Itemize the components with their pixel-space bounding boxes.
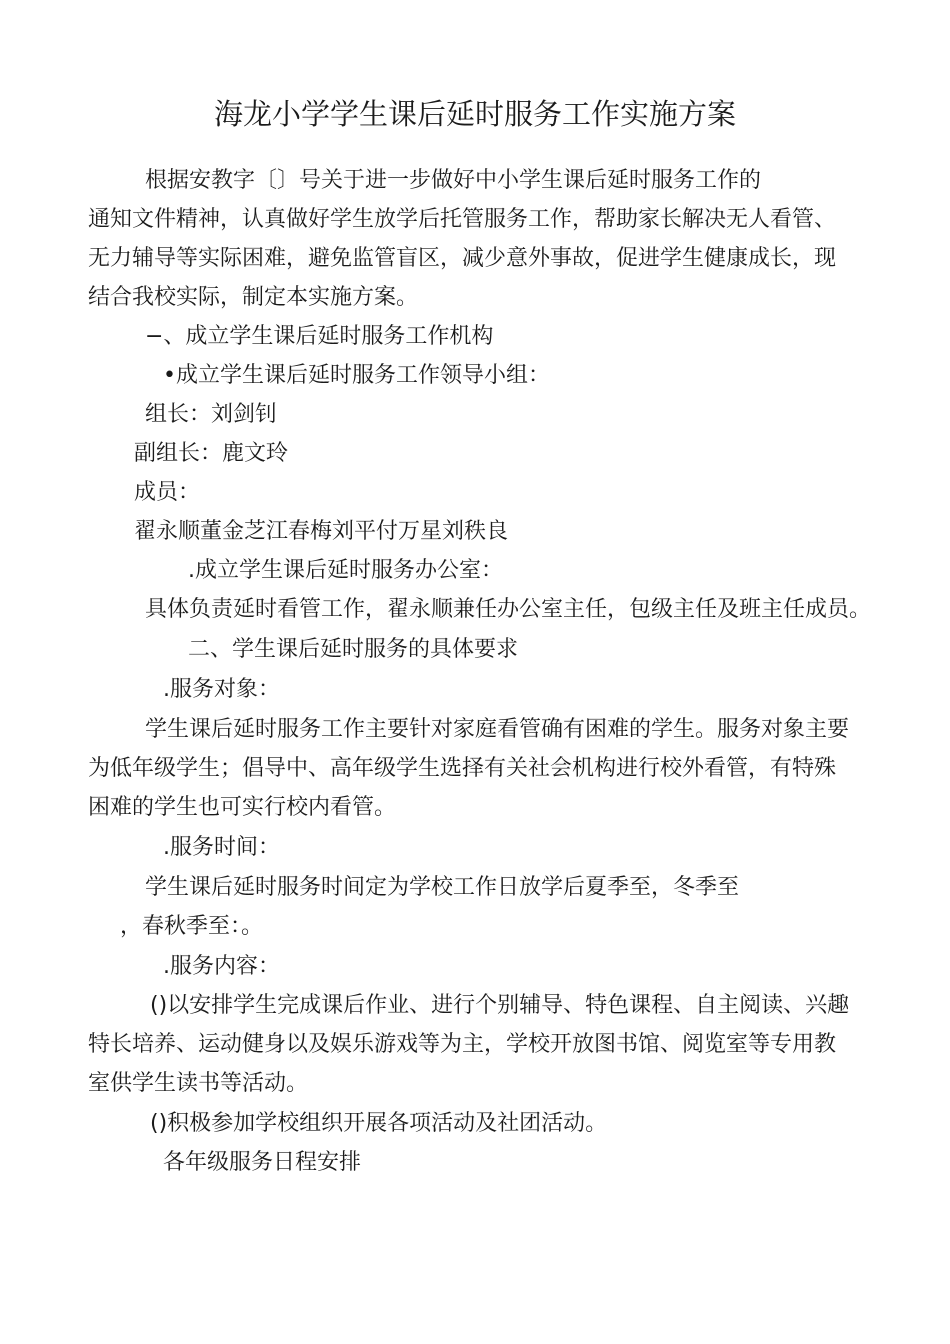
intro-line-1: 根据安教字〔〕号关于进一步做好中小学生课后延时服务工作的 xyxy=(145,168,762,193)
content-line-4: ()积极参加学校组织开展各项活动及社团活动。 xyxy=(150,1111,608,1136)
content-line-3: 室供学生读书等活动。 xyxy=(88,1071,309,1096)
members-list: 翟永顺董金芝江春梅刘平付万星刘秩良 xyxy=(134,519,509,544)
section2-heading: 二、学生课后延时服务的具体要求 xyxy=(188,637,519,662)
time-line-1: 学生课后延时服务时间定为学校工作日放学后夏季至，冬季至 xyxy=(145,875,740,900)
office-heading: .成立学生课后延时服务办公室： xyxy=(188,558,503,583)
target-heading: .服务对象： xyxy=(163,677,280,702)
intro-line-3: 无力辅导等实际困难，避免监管盲区，减少意外事故，促进学生健康成长，现 xyxy=(88,246,837,271)
intro-line-4: 结合我校实际，制定本实施方案。 xyxy=(88,285,419,310)
deputy-line: 副组长：鹿文玲 xyxy=(134,441,289,466)
target-line-2: 为低年级学生；倡导中、高年级学生选择有关社会机构进行校外看管，有特殊 xyxy=(88,756,837,781)
target-line-1: 学生课后延时服务工作主要针对家庭看管确有困难的学生。服务对象主要 xyxy=(145,717,850,742)
section1-heading: −、成立学生课后延时服务工作机构 xyxy=(145,324,494,349)
leader-line: 组长：刘剑钊 xyxy=(145,402,278,427)
content-line-1: ()以安排学生完成课后作业、进行个别辅导、特色课程、自主阅读、兴趣 xyxy=(150,993,850,1018)
document-title: 海龙小学学生课后延时服务工作实施方案 xyxy=(213,97,736,131)
schedule-heading: 各年级服务日程安排 xyxy=(163,1150,362,1175)
time-heading: .服务时间： xyxy=(163,835,280,860)
intro-line-2: 通知文件精神，认真做好学生放学后托管服务工作，帮助家长解决无人看管、 xyxy=(88,207,837,232)
time-line-2: ，春秋季至：。 xyxy=(120,914,264,939)
target-line-3: 困难的学生也可实行校内看管。 xyxy=(88,795,397,820)
office-text: 具体负责延时看管工作，翟永顺兼任办公室主任，包级主任及班主任成员。 xyxy=(145,597,872,622)
content-line-2: 特长培养、运动健身以及娱乐游戏等为主，学校开放图书馆、阅览室等专用教 xyxy=(88,1032,837,1057)
members-label: 成员： xyxy=(134,480,201,505)
leader-group-heading: •成立学生课后延时服务工作领导小组： xyxy=(163,363,550,388)
content-heading: .服务内容： xyxy=(163,954,280,979)
